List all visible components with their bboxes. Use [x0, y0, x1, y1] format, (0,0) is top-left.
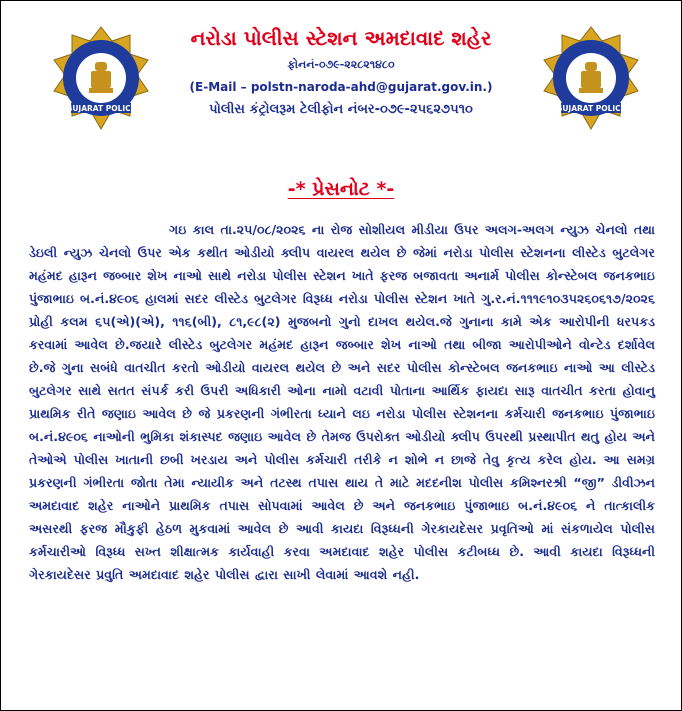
press-note-body: ગઇ કાલ તા.૨૫/૦૮/૨૦૨૬ ના રોજ સોશીયલ મીડીયા ઉપર અલગ-અલગ ન્યુઝ ચેનલો તથા ડેઇલી ન્યુઝ ચેનલો ઉપર એક કથીત ઓડીયો ક્લીપ વાયરલ થયેલ છે જેમાં નરોડા પોલીસ સ્ટેશનના લીસ્ટેડ બુટલેગર મહંમદ હારૂન જબ્બાર શેખ નાઓ સાથે નરોડા પોલીસ સ્ટેશન ખાતે ફરજ બજાવતા અનાર્મ પોલીસ કોન્સ્ટેબલ જનકભાઇ પુંજાભાઇ બ.નં.૪૯૦૬ હાલમાં સદર લીસ્ટેડ બુટલેગર વિરૂધ્ધ નરોડા પોલીસ સ્ટેશન ખાતે ગુ.ર.નં.૧૧૧૯૧૦૩૫૨૬૦૬૧૭/૨૦૨૬ પ્રોહી કલમ ૬૫(એ)(એ), ૧૧૬(બી), ૮૧,૯૮(૨) મુજબનો ગુનો દાખલ થયેલ.જે ગુનાના કામે એક આરોપીની ધરપકડ કરવામાં આવેલ છે.જયારે લીસ્ટેડ બુટલેગર મહંમદ હારૂન જબ્બાર શેખ નાઓ તથા બીજા આરોપીઓને વોન્ટેડ દર્શાવેલ છે.જે ગુના સબંધે વાતચીત કરતો ઓડીયો વાયરલ થયેલ છે અને સદર પોલીસ કોન્સ્ટેબલ જનકભાઇ નાઓ આ લીસ્ટેડ બુટલેગર સાથે સતત સંપર્ક કરી ઉપરી અધિકારી ઓના નામો વટાવી પોતાના આર્થિક ફાયદા સારૂ વાતચીત કરતા હોવાનુ પ્રાથમિક રીતે જણાઇ આવેલ છે જે પ્રકરણની ગંભીરતા ધ્યાને લઇ નરોડા પોલીસ સ્ટેશનના કર્મચારી જનકભાઇ પુંજાભાઇ બ.નં.૪૯૦૬ નાઓની ભુમિકા શંકાસ્પદ જણાઇ આવેલ છે તેમજ ઉપરોક્ત ઓડીયો ક્લીપ ઉપરથી પ્રસ્થાપીત થતુ હોય અને તેઓએ પોલીસ ખાતાની છબી ખરડાય અને પોલીસ કર્મચારી તરીકે ન શોભે ન છાજે તેવુ કૃત્ય કરેલ હોય. આ સમગ્ર પ્રકરણની ગંભીરતા જોતા તેમા ન્યાયીક અને તટસ્થ તપાસ થાય તે માટે મદદનીશ પોલીસ કમિશ્નરશ્રી “જી” ડીવીઝન અમદાવાદ શહેર નાઓને પ્રાથમિક તપાસ સોપવામાં આવેલ છે અને જનકભાઇ પુંજાભાઇ બ.નં.૪૯૦૬ ને તાત્કાલીક અસરથી ફરજ મૌકુફી હેઠળ મુકવામાં આવેલ છે આવી કાયદા વિરૂધ્ધની ગેરકાયદેસર પ્રવૃતિઓ માં સંકળાયેલ પોલીસ કર્મચારીઓ વિરૂધ્ધ સખ્ત શીક્ષાત્મક કાર્યવાહી કરવા અમદાવાદ શહેર પોલીસ કટીબધ્ધ છે. આવી કાયદા વિરૂધ્ધની ગેરકાયદેસર પ્રવુતિ અમદાવાદ શહેર પોલીસ દ્વારા સાખી લેવામાં આવશે નહી. — [29, 222, 655, 582]
police-station-title: નરોડા પોલીસ સ્ટેશન અમદાવાદ શહેર — [190, 26, 492, 50]
letterhead — [141, 25, 541, 119]
logo-emblem-text: GUJARAT POLICE — [556, 104, 626, 113]
press-note-title: -* પ્રેસનોટ *- — [287, 178, 395, 200]
control-room-phone: પોલીસ કંટ્રોલરૂમ ટેલીફોન નંબર-૦૭૯-૨૫૬૨૭૫૧૦ — [209, 102, 473, 117]
logo-emblem-text: GUJARAT POLICE — [66, 104, 136, 113]
gujarat-police-logo-left — [51, 25, 151, 131]
press-note-heading — [1, 177, 681, 201]
gujarat-police-logo-right — [541, 25, 641, 131]
station-email: (E-Mail – polstn-naroda-ahd@gujarat.gov.in.) — [189, 80, 493, 94]
police-badge-star-icon — [544, 27, 638, 129]
police-badge-star-icon — [54, 27, 148, 129]
station-phone: ફોનનં-૦૭૯-૨૨૮૨૧૪૮૦ — [287, 58, 395, 71]
